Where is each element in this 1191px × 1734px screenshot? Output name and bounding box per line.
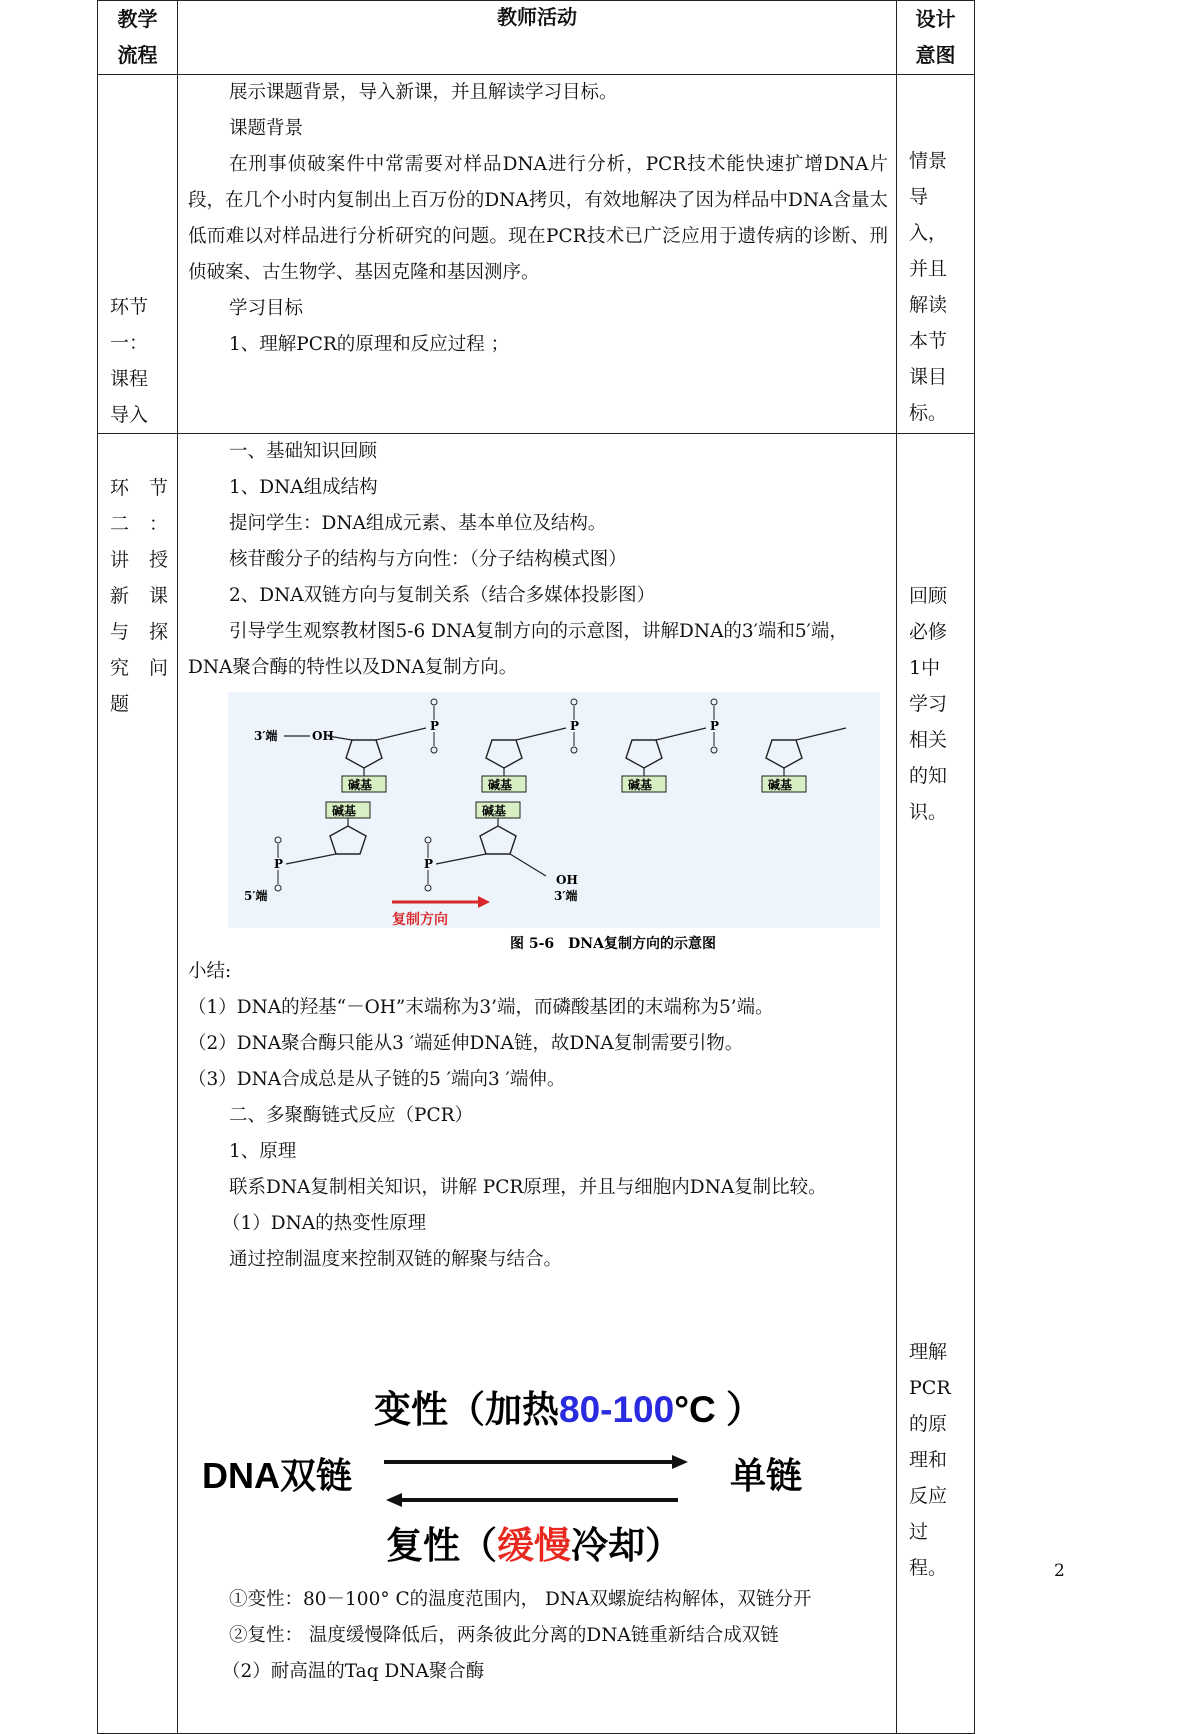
paragraph: 二、多聚酶链式反应（PCR）: [229, 1105, 474, 1126]
base-label: 碱基: [332, 804, 357, 818]
paragraph: 展示课题背景，导入新课，并且解读学习目标。: [229, 82, 618, 103]
phosphate-p: P: [570, 719, 580, 733]
intent-text: 回顾: [909, 585, 948, 607]
forward-arrow-head: [672, 1455, 688, 1469]
section2-intent: [897, 434, 975, 1734]
header-flow-line: 教学: [117, 7, 158, 31]
paragraph: 提问学生：DNA组成元素、基本单位及结构。: [229, 513, 607, 534]
flow-text: 究问: [110, 657, 189, 679]
denature-label: [374, 1389, 763, 1430]
denature-text: 变性（加热: [374, 1389, 559, 1430]
intent-text: 相关: [909, 729, 948, 751]
section1-flow: [98, 75, 178, 434]
intent-text: 入，: [909, 222, 948, 244]
phosphate-p: P: [430, 719, 440, 733]
paragraph: 课题背景: [229, 118, 304, 139]
single-strand-label: 单链: [730, 1455, 803, 1496]
double-strand-label: DNA双链: [202, 1455, 352, 1496]
intent-text: 识。: [909, 801, 948, 823]
paragraph: 学习目标: [229, 298, 304, 319]
section2-row: [98, 434, 975, 1734]
phosphate-p: P: [424, 857, 434, 871]
label-3end-top: 3′端: [254, 729, 278, 743]
header-activity: 教师活动: [178, 1, 897, 75]
intent-text: 必修: [909, 621, 948, 643]
intent-text: 本节: [909, 330, 948, 352]
flow-text: 导入: [110, 404, 149, 426]
label-oh-bottom: OH: [556, 873, 578, 887]
renature-text: 复性（: [386, 1525, 497, 1566]
section1-intent: [897, 75, 975, 434]
base-label: 碱基: [482, 804, 507, 818]
intent-text: 导: [909, 186, 929, 208]
intent-text: 课目: [909, 366, 948, 388]
base-label: 碱基: [488, 778, 513, 792]
intent-text: 程。: [909, 1557, 948, 1579]
denaturation-figure: [188, 1378, 888, 1578]
flow-text: 课程: [110, 368, 149, 390]
header-intent: [897, 1, 975, 75]
base-label: 碱基: [628, 778, 653, 792]
summary-item: （2）DNA聚合酶只能从3 ′端延伸DNA链，故DNA复制需要引物。: [188, 1033, 744, 1054]
denature-unit: °C ）: [674, 1389, 764, 1430]
intent-text: 的原: [909, 1413, 948, 1435]
header-row: [98, 1, 975, 75]
reverse-arrow-head: [386, 1493, 402, 1507]
label-3end-bottom: 3′端: [554, 889, 578, 903]
base-label: 碱基: [348, 778, 373, 792]
intent-text: 情景: [909, 150, 948, 172]
renature-slow: 缓慢: [497, 1525, 571, 1566]
lesson-table: [97, 0, 975, 1734]
intent-text: 理和: [909, 1449, 948, 1471]
intent-text: 反应: [909, 1485, 948, 1507]
paragraph: 1、DNA组成结构: [229, 477, 378, 498]
arrow-label: 复制方向: [392, 912, 448, 928]
flow-text: 题: [110, 693, 150, 715]
intent-text: 解读: [909, 294, 948, 316]
figure-caption: 图 5-6 DNA复制方向的示意图: [510, 936, 716, 952]
paragraph: 1、理解PCR的原理和反应过程 ；: [229, 334, 510, 355]
paragraph: （1）DNA的热变性原理: [222, 1213, 427, 1234]
dna-replication-figure: [228, 692, 880, 954]
section2-flow: [98, 434, 189, 1734]
intent-text: PCR: [909, 1377, 951, 1399]
paragraph: 通过控制温度来控制双链的解聚与结合。: [229, 1249, 563, 1270]
denature-temp: 80-100: [559, 1389, 675, 1430]
intent-text: 1中: [909, 657, 941, 679]
intent-text: 并且: [909, 258, 948, 280]
intent-text: 标。: [909, 402, 948, 424]
flow-text: 讲授: [110, 549, 189, 571]
label-5end: 5′端: [244, 889, 268, 903]
flow-text: 与探: [110, 621, 189, 643]
renature-label: [386, 1525, 682, 1566]
flow-text: 新课: [110, 585, 189, 607]
paragraph: （2）耐高温的Taq DNA聚合酶: [222, 1661, 485, 1682]
paragraph: 引导学生观察教材图5-6 DNA复制方向的示意图，讲解DNA的3′端和5′端，DNA聚合酶的特性以及DNA复制方向。: [188, 621, 848, 678]
flow-text: 一：: [110, 332, 149, 354]
summary-item: （3）DNA合成总是从子链的5 ′端向3 ′端伸。: [188, 1069, 566, 1090]
paragraph: 2、DNA双链方向与复制关系（结合多媒体投影图）: [229, 585, 656, 606]
intent-text: 的知: [909, 765, 948, 787]
section1-row: [98, 75, 975, 434]
paragraph: 核苷酸分子的结构与方向性：（分子结构模式图）: [229, 549, 627, 570]
intent-text: 理解: [909, 1341, 948, 1363]
summary-title: 小结:: [188, 961, 232, 982]
header-intent-line: 设计: [915, 7, 956, 31]
flow-text: 环节: [110, 477, 189, 499]
phosphate-p: P: [274, 857, 284, 871]
page-number: 2: [1054, 1561, 1065, 1581]
paragraph: 1、原理: [229, 1141, 297, 1162]
paragraph: ①变性：80－100° C的温度范围内， DNA双螺旋结构解体，双链分开: [229, 1589, 812, 1610]
renature-cool: 冷却）: [571, 1525, 682, 1566]
paragraph: 联系DNA复制相关知识，讲解 PCR原理，并且与细胞内DNA复制比较。: [229, 1177, 827, 1198]
flow-text: 二：: [110, 513, 189, 535]
paragraph: ②复性： 温度缓慢降低后，两条彼此分离的DNA链重新结合成双链: [229, 1625, 779, 1646]
flow-text: 环节: [110, 296, 149, 318]
section1-activity: [178, 75, 897, 434]
header-flow-line: 流程: [117, 43, 158, 67]
section2-activity: [178, 434, 897, 1734]
phosphate-p: P: [710, 719, 720, 733]
header-intent-line: 意图: [915, 43, 956, 67]
intent-text: 过: [909, 1521, 929, 1543]
base-label: 碱基: [768, 778, 793, 792]
paragraph: 一、基础知识回顾: [229, 441, 378, 462]
header-flow: [98, 1, 178, 75]
paragraph: 在刑事侦破案件中常需要对样品DNA进行分析，PCR技术能快速扩增DNA片段，在几个小时内复制出上百万份的DNA拷贝，有效地解决了因为样品中DNA含量太低而难以对样品进行分析研究的问题。现在PCR技术已广泛应用于遗传病的诊断、刑侦破案、古生物学、基因克隆和基因测序。: [188, 154, 888, 283]
intent-text: 学习: [909, 693, 948, 715]
label-oh-top: OH: [312, 729, 334, 743]
summary-item: （1）DNA的羟基“－OH”末端称为3’端，而磷酸基团的末端称为5’端。: [188, 997, 774, 1018]
